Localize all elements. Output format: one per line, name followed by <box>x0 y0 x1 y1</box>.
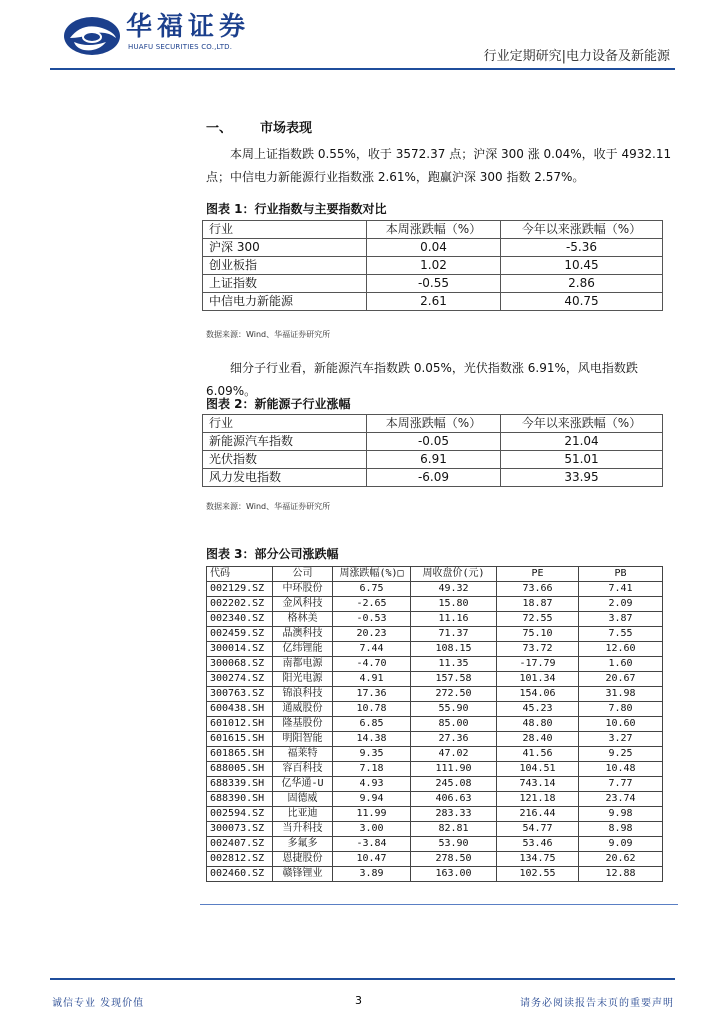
table-cell: 当升科技 <box>273 822 333 837</box>
table-row <box>207 582 663 597</box>
table-cell: 300763.SZ <box>207 687 273 702</box>
table-cell: 216.44 <box>497 807 579 822</box>
table2-caption: 图表 2：新能源子行业涨幅 <box>206 397 351 411</box>
table-cell: 101.34 <box>497 672 579 687</box>
table-row <box>207 747 663 762</box>
index-comparison-table <box>202 220 663 311</box>
table-cell: 53.90 <box>411 837 497 852</box>
table-header-row <box>207 567 663 582</box>
table-cell: 002202.SZ <box>207 597 273 612</box>
table-cell: 55.90 <box>411 702 497 717</box>
table-cell: -3.84 <box>333 837 411 852</box>
table-cell: 28.40 <box>497 732 579 747</box>
table-cell: 阳光电源 <box>273 672 333 687</box>
table-row <box>207 837 663 852</box>
table-cell: 49.32 <box>411 582 497 597</box>
table-cell: 121.18 <box>497 792 579 807</box>
table-row <box>207 762 663 777</box>
table-cell: 300073.SZ <box>207 822 273 837</box>
table-row: 新能源汽车指数 -0.05 21.04 <box>203 433 663 451</box>
table-row <box>207 642 663 657</box>
table-cell: 300014.SZ <box>207 642 273 657</box>
table-cell: 2.09 <box>579 597 663 612</box>
table-cell: 9.35 <box>333 747 411 762</box>
table-row <box>207 672 663 687</box>
table-cell: 002459.SZ <box>207 627 273 642</box>
table-cell: 102.55 <box>497 867 579 882</box>
table-cell: 688390.SH <box>207 792 273 807</box>
table-row <box>207 822 663 837</box>
table-row <box>207 702 663 717</box>
table-cell: -4.70 <box>333 657 411 672</box>
table-row <box>207 717 663 732</box>
table-cell: 272.50 <box>411 687 497 702</box>
table-cell: 3.00 <box>333 822 411 837</box>
table-row: 风力发电指数 -6.09 33.95 <box>203 469 663 487</box>
table-row <box>207 867 663 882</box>
table-row <box>207 657 663 672</box>
table-row <box>207 777 663 792</box>
table-cell: 002594.SZ <box>207 807 273 822</box>
table-cell: 002812.SZ <box>207 852 273 867</box>
table-cell: 7.44 <box>333 642 411 657</box>
table-cell: 3.89 <box>333 867 411 882</box>
table-cell: 41.56 <box>497 747 579 762</box>
table-cell: 3.87 <box>579 612 663 627</box>
table2-source: 数据来源：Wind、华福证券研究所 <box>206 502 331 511</box>
table-cell: -2.65 <box>333 597 411 612</box>
table-cell: 1.60 <box>579 657 663 672</box>
table-cell: 27.36 <box>411 732 497 747</box>
table-cell: 002340.SZ <box>207 612 273 627</box>
table-row <box>207 732 663 747</box>
table-cell: 53.46 <box>497 837 579 852</box>
table-cell: 多氟多 <box>273 837 333 852</box>
table-cell: 73.66 <box>497 582 579 597</box>
table-cell: 4.91 <box>333 672 411 687</box>
table-cell: 锦浪科技 <box>273 687 333 702</box>
table-cell: 周涨跌幅(%)□ <box>333 567 411 582</box>
table-cell: -17.79 <box>497 657 579 672</box>
table-cell: 金风科技 <box>273 597 333 612</box>
table-cell: 10.60 <box>579 717 663 732</box>
table-cell: 中环股份 <box>273 582 333 597</box>
table-cell: 晶澳科技 <box>273 627 333 642</box>
header-divider <box>50 68 675 70</box>
table-cell: 8.98 <box>579 822 663 837</box>
table-cell: 48.80 <box>497 717 579 732</box>
table-cell: 283.33 <box>411 807 497 822</box>
table-cell: 154.06 <box>497 687 579 702</box>
table-cell: 20.67 <box>579 672 663 687</box>
table-cell: 406.63 <box>411 792 497 807</box>
section-number: 一、 <box>206 121 233 136</box>
table-cell: 111.90 <box>411 762 497 777</box>
table-cell: 11.16 <box>411 612 497 627</box>
page-number: 3 <box>355 994 362 1007</box>
table-cell: 23.74 <box>579 792 663 807</box>
table-cell: 688005.SH <box>207 762 273 777</box>
table-cell: 85.00 <box>411 717 497 732</box>
table-cell: 11.99 <box>333 807 411 822</box>
table-cell: 743.14 <box>497 777 579 792</box>
table1-source: 数据来源：Wind、华福证券研究所 <box>206 330 331 339</box>
table-cell: PB <box>579 567 663 582</box>
table-cell: 278.50 <box>411 852 497 867</box>
intro-paragraph: 本周上证指数跌 0.55%，收于 3572.37 点；沪深 300 涨 0.04%，收于 4932.11 点；中信电力新能源行业指数涨 2.61%，跑赢沪深 300 指数 2.57%。 <box>206 147 672 184</box>
table-cell: 002129.SZ <box>207 582 273 597</box>
table-cell: 比亚迪 <box>273 807 333 822</box>
table-row: 上证指数 -0.55 2.86 <box>203 275 663 293</box>
huafu-logo-icon <box>62 14 124 58</box>
table-cell: 300274.SZ <box>207 672 273 687</box>
table-cell: 南都电源 <box>273 657 333 672</box>
table-row <box>207 792 663 807</box>
table-cell: 157.58 <box>411 672 497 687</box>
table-cell: 周收盘价(元) <box>411 567 497 582</box>
table-cell: 公司 <box>273 567 333 582</box>
table-cell: 18.87 <box>497 597 579 612</box>
table-cell: 通威股份 <box>273 702 333 717</box>
table-cell: 300068.SZ <box>207 657 273 672</box>
table-cell: 7.80 <box>579 702 663 717</box>
table-row: 沪深 300 0.04 -5.36 <box>203 239 663 257</box>
table-cell: 9.25 <box>579 747 663 762</box>
table-cell: 10.48 <box>579 762 663 777</box>
table-cell: 104.51 <box>497 762 579 777</box>
table-cell: 54.77 <box>497 822 579 837</box>
table-cell: 9.98 <box>579 807 663 822</box>
footer-disclaimer: 请务必阅读报告末页的重要声明 <box>520 998 674 1009</box>
table-header-row: 行业 本周涨跌幅（%） 今年以来涨跌幅（%） <box>203 221 663 239</box>
table-cell: 601865.SH <box>207 747 273 762</box>
table-cell: 134.75 <box>497 852 579 867</box>
brand-name: 华福证券 <box>126 12 251 42</box>
table-cell: 600438.SH <box>207 702 273 717</box>
table-cell: 82.81 <box>411 822 497 837</box>
table-cell: 17.36 <box>333 687 411 702</box>
table-cell: 代码 <box>207 567 273 582</box>
table-header-row: 行业 本周涨跌幅（%） 今年以来涨跌幅（%） <box>203 415 663 433</box>
table-cell: 9.94 <box>333 792 411 807</box>
table-cell: 福莱特 <box>273 747 333 762</box>
brand-name-en: HUAFU SECURITIES CO.,LTD. <box>128 43 233 51</box>
table-cell: -0.53 <box>333 612 411 627</box>
table-cell: 71.37 <box>411 627 497 642</box>
table-cell: 7.41 <box>579 582 663 597</box>
table-row: 光伏指数 6.91 51.01 <box>203 451 663 469</box>
footer-divider <box>50 978 675 980</box>
table-cell: 9.09 <box>579 837 663 852</box>
table-cell: 20.23 <box>333 627 411 642</box>
table-cell: 72.55 <box>497 612 579 627</box>
table-cell: 隆基股份 <box>273 717 333 732</box>
table-row: 中信电力新能源 2.61 40.75 <box>203 293 663 311</box>
table-cell: 12.60 <box>579 642 663 657</box>
section-title: 市场表现 <box>260 121 313 136</box>
table-cell: 75.10 <box>497 627 579 642</box>
table-cell: 002460.SZ <box>207 867 273 882</box>
table-cell: 恩捷股份 <box>273 852 333 867</box>
table-cell: 601615.SH <box>207 732 273 747</box>
table-cell: PE <box>497 567 579 582</box>
table-cell: 245.08 <box>411 777 497 792</box>
table-row <box>207 597 663 612</box>
table-row: 创业板指 1.02 10.45 <box>203 257 663 275</box>
table-cell: 163.00 <box>411 867 497 882</box>
table-row <box>207 807 663 822</box>
table-cell: 73.72 <box>497 642 579 657</box>
table-cell: 容百科技 <box>273 762 333 777</box>
table-cell: 赣锋锂业 <box>273 867 333 882</box>
table-cell: 108.15 <box>411 642 497 657</box>
subsector-paragraph: 细分子行业看，新能源汽车指数跌 0.05%，光伏指数涨 6.91%，风电指数跌 6.09%。 <box>206 361 638 398</box>
table-row <box>207 612 663 627</box>
table-cell: 亿纬锂能 <box>273 642 333 657</box>
table-cell: 20.62 <box>579 852 663 867</box>
table-cell: 明阳智能 <box>273 732 333 747</box>
table-cell: 6.75 <box>333 582 411 597</box>
table-row <box>207 852 663 867</box>
company-performance-table <box>206 566 663 882</box>
table-cell: 15.80 <box>411 597 497 612</box>
table-cell: 格林美 <box>273 612 333 627</box>
table-cell: 12.88 <box>579 867 663 882</box>
footer-slogan: 诚信专业 发现价值 <box>52 998 145 1009</box>
section-heading <box>206 117 312 136</box>
table-cell: 10.47 <box>333 852 411 867</box>
table-cell: 7.18 <box>333 762 411 777</box>
table-cell: 亿华通-U <box>273 777 333 792</box>
table-cell: 45.23 <box>497 702 579 717</box>
report-category: 行业定期研究|电力设备及新能源 <box>483 49 670 64</box>
table-cell: 固德威 <box>273 792 333 807</box>
table1-caption: 图表 1：行业指数与主要指数对比 <box>206 202 387 216</box>
table-cell: 3.27 <box>579 732 663 747</box>
table-cell: 7.55 <box>579 627 663 642</box>
table3-caption: 图表 3：部分公司涨跌幅 <box>206 547 339 561</box>
table-row <box>207 687 663 702</box>
table-cell: 47.02 <box>411 747 497 762</box>
table-cell: 002407.SZ <box>207 837 273 852</box>
subsector-table <box>202 414 663 487</box>
table-cell: 601012.SH <box>207 717 273 732</box>
table-cell: 688339.SH <box>207 777 273 792</box>
table-cell: 31.98 <box>579 687 663 702</box>
table-cell: 10.78 <box>333 702 411 717</box>
table-cell: 14.38 <box>333 732 411 747</box>
table-cell: 7.77 <box>579 777 663 792</box>
table-row <box>207 627 663 642</box>
table-cell: 4.93 <box>333 777 411 792</box>
table-cell: 6.85 <box>333 717 411 732</box>
content-divider <box>200 904 678 905</box>
table-cell: 11.35 <box>411 657 497 672</box>
